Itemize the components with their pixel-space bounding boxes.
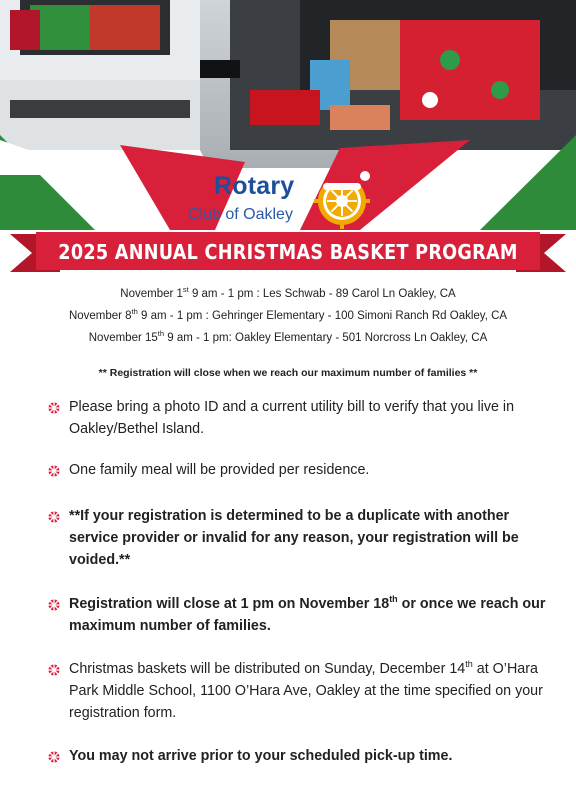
santa-hat-icon — [323, 170, 370, 190]
list-item-text: **If your registration is determined to be a duplicate with another service provider or invalid for any reason, your registration will be voided.** — [69, 508, 519, 568]
rotary-logo — [186, 168, 386, 228]
peppermint-icon — [48, 664, 60, 676]
date-line-2: November 8th 9 am - 1 pm : Gehringer Elementary - 100 Simoni Ranch Rd Oakley, CA — [68, 307, 508, 322]
list-item — [48, 505, 548, 571]
list-item-text: Christmas baskets will be distributed on Sunday, December 14th at O’Hara Park Middle School, 1100 O’Hara Ave, Oakley at the time specified on your registration form. — [69, 659, 543, 721]
peppermint-icon — [48, 599, 60, 611]
list-item — [48, 593, 548, 637]
list-item-text: Registration will close at 1 pm on November 18th or once we reach our maximum number of families. — [69, 594, 546, 634]
list-item-text: Please bring a photo ID and a current utility bill to verify that you live in Oakley/Bethel Island. — [69, 399, 515, 437]
list-item-text: One family meal will be provided per residence. — [69, 462, 370, 478]
logo-name: Rotary — [214, 172, 295, 200]
page-title: 2025 ANNUAL CHRISTMAS BASKET PROGRAM — [58, 240, 518, 264]
list-item-text: You may not arrive prior to your scheduled pick-up time. — [69, 748, 453, 764]
date-line-3: November 15th 9 am - 1 pm: Oakley Elementary - 501 Norcross Ln Oakley, CA — [88, 329, 488, 344]
registration-notice: ** Registration will close when we reach our maximum number of families ** — [98, 367, 478, 379]
logo-subtitle: Club of Oakley — [188, 206, 293, 223]
list-item — [48, 459, 548, 481]
peppermint-icon — [48, 511, 60, 523]
list-item — [48, 658, 548, 724]
list-item — [48, 745, 548, 767]
date-line-1: November 1st 9 am - 1 pm : Les Schwab - 89 Carol Ln Oakley, CA — [120, 285, 456, 300]
peppermint-icon — [48, 465, 60, 477]
list-item — [48, 396, 548, 440]
peppermint-icon — [48, 751, 60, 763]
peppermint-icon — [48, 402, 60, 414]
rotary-wheel-icon — [311, 168, 373, 230]
